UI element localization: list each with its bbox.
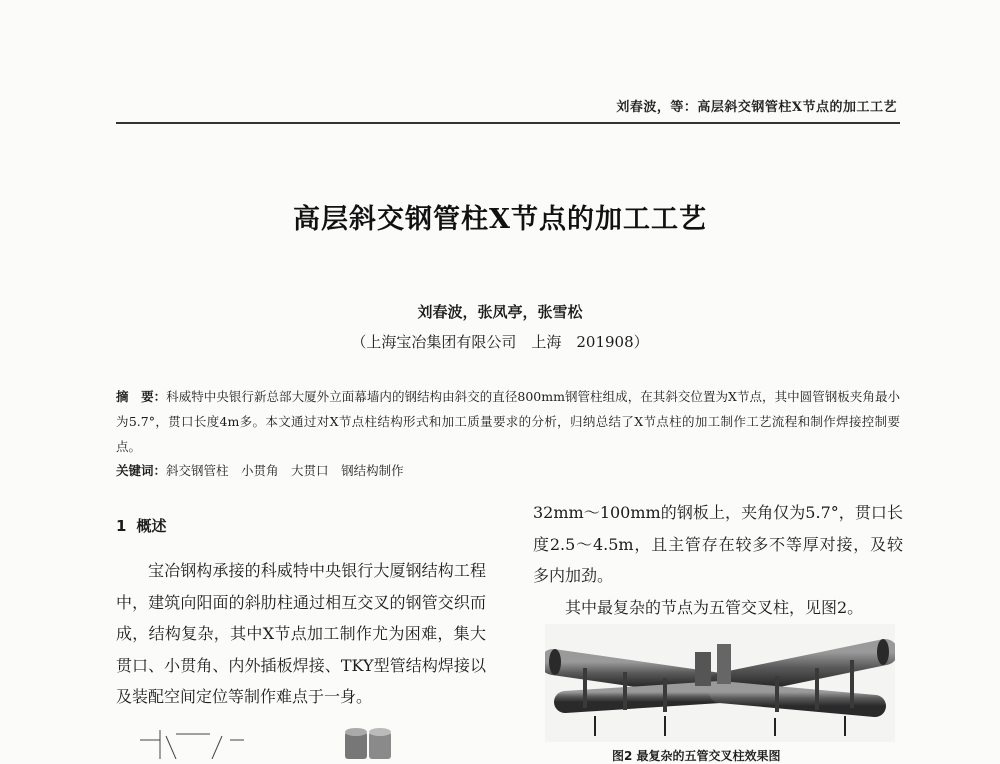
abstract — [116, 384, 900, 459]
authors: 刘春波，张凤亭，张雪松 — [417, 303, 583, 321]
figure-five-tube-cross-column — [545, 624, 895, 742]
figure-bottom-fragment — [140, 726, 440, 759]
keywords — [116, 461, 900, 481]
paragraph: 其中最复杂的节点为五管交叉柱，见图2。 — [565, 597, 864, 617]
left-column — [116, 555, 486, 713]
figure-caption: 图2 最复杂的五管交叉柱效果图 — [612, 749, 781, 763]
paper-title: 高层斜交钢管柱X节点的加工工艺 — [293, 204, 707, 235]
right-column — [533, 497, 903, 623]
keyword: 斜交钢管柱 — [166, 463, 229, 478]
section-title: 概述 — [136, 517, 167, 535]
abstract-text: 科威特中央银行新总部大厦外立面幕墙内的钢结构由斜交的直径800mm钢管柱组成，在其斜交位置为X节点，其中圆管钢板夹角最小为5.7°，贯口长度4m多。本文通过对X节点柱结构形式和加工质量要求的分析，归纳总结了X节点柱的加工制作工艺流程和制作焊接控制要点。 — [116, 389, 900, 454]
affiliation: （上海宝冶集团有限公司 上海 201908） — [351, 333, 649, 351]
keyword: 大贯口 — [291, 463, 329, 478]
running-header: 刘春波，等：高层斜交钢管柱X节点的加工工艺 — [616, 100, 897, 115]
keyword: 小贯角 — [241, 463, 279, 478]
abstract-label: 摘 要： — [116, 389, 167, 404]
section-number: 1 — [116, 517, 127, 535]
header-rule — [116, 122, 900, 124]
paragraph: 宝冶钢构承接的科威特中央银行大厦钢结构工程中，建筑向阳面的斜肋柱通过相互交叉的钢管交织而成，结构复杂，其中X节点加工制作尤为困难，集大贯口、小贯角、内外插板焊接、TKY型管结构焊接以及装配空间定位等制作难点于一身。 — [116, 561, 486, 706]
keywords-label: 关键词： — [116, 463, 167, 478]
section-heading — [116, 515, 166, 536]
paragraph: 32mm～100mm的钢板上，夹角仅为5.7°，贯口长度2.5～4.5m，且主管存在较多不等厚对接，及较多内加劲。 — [533, 503, 903, 585]
keyword: 钢结构制作 — [341, 463, 404, 478]
